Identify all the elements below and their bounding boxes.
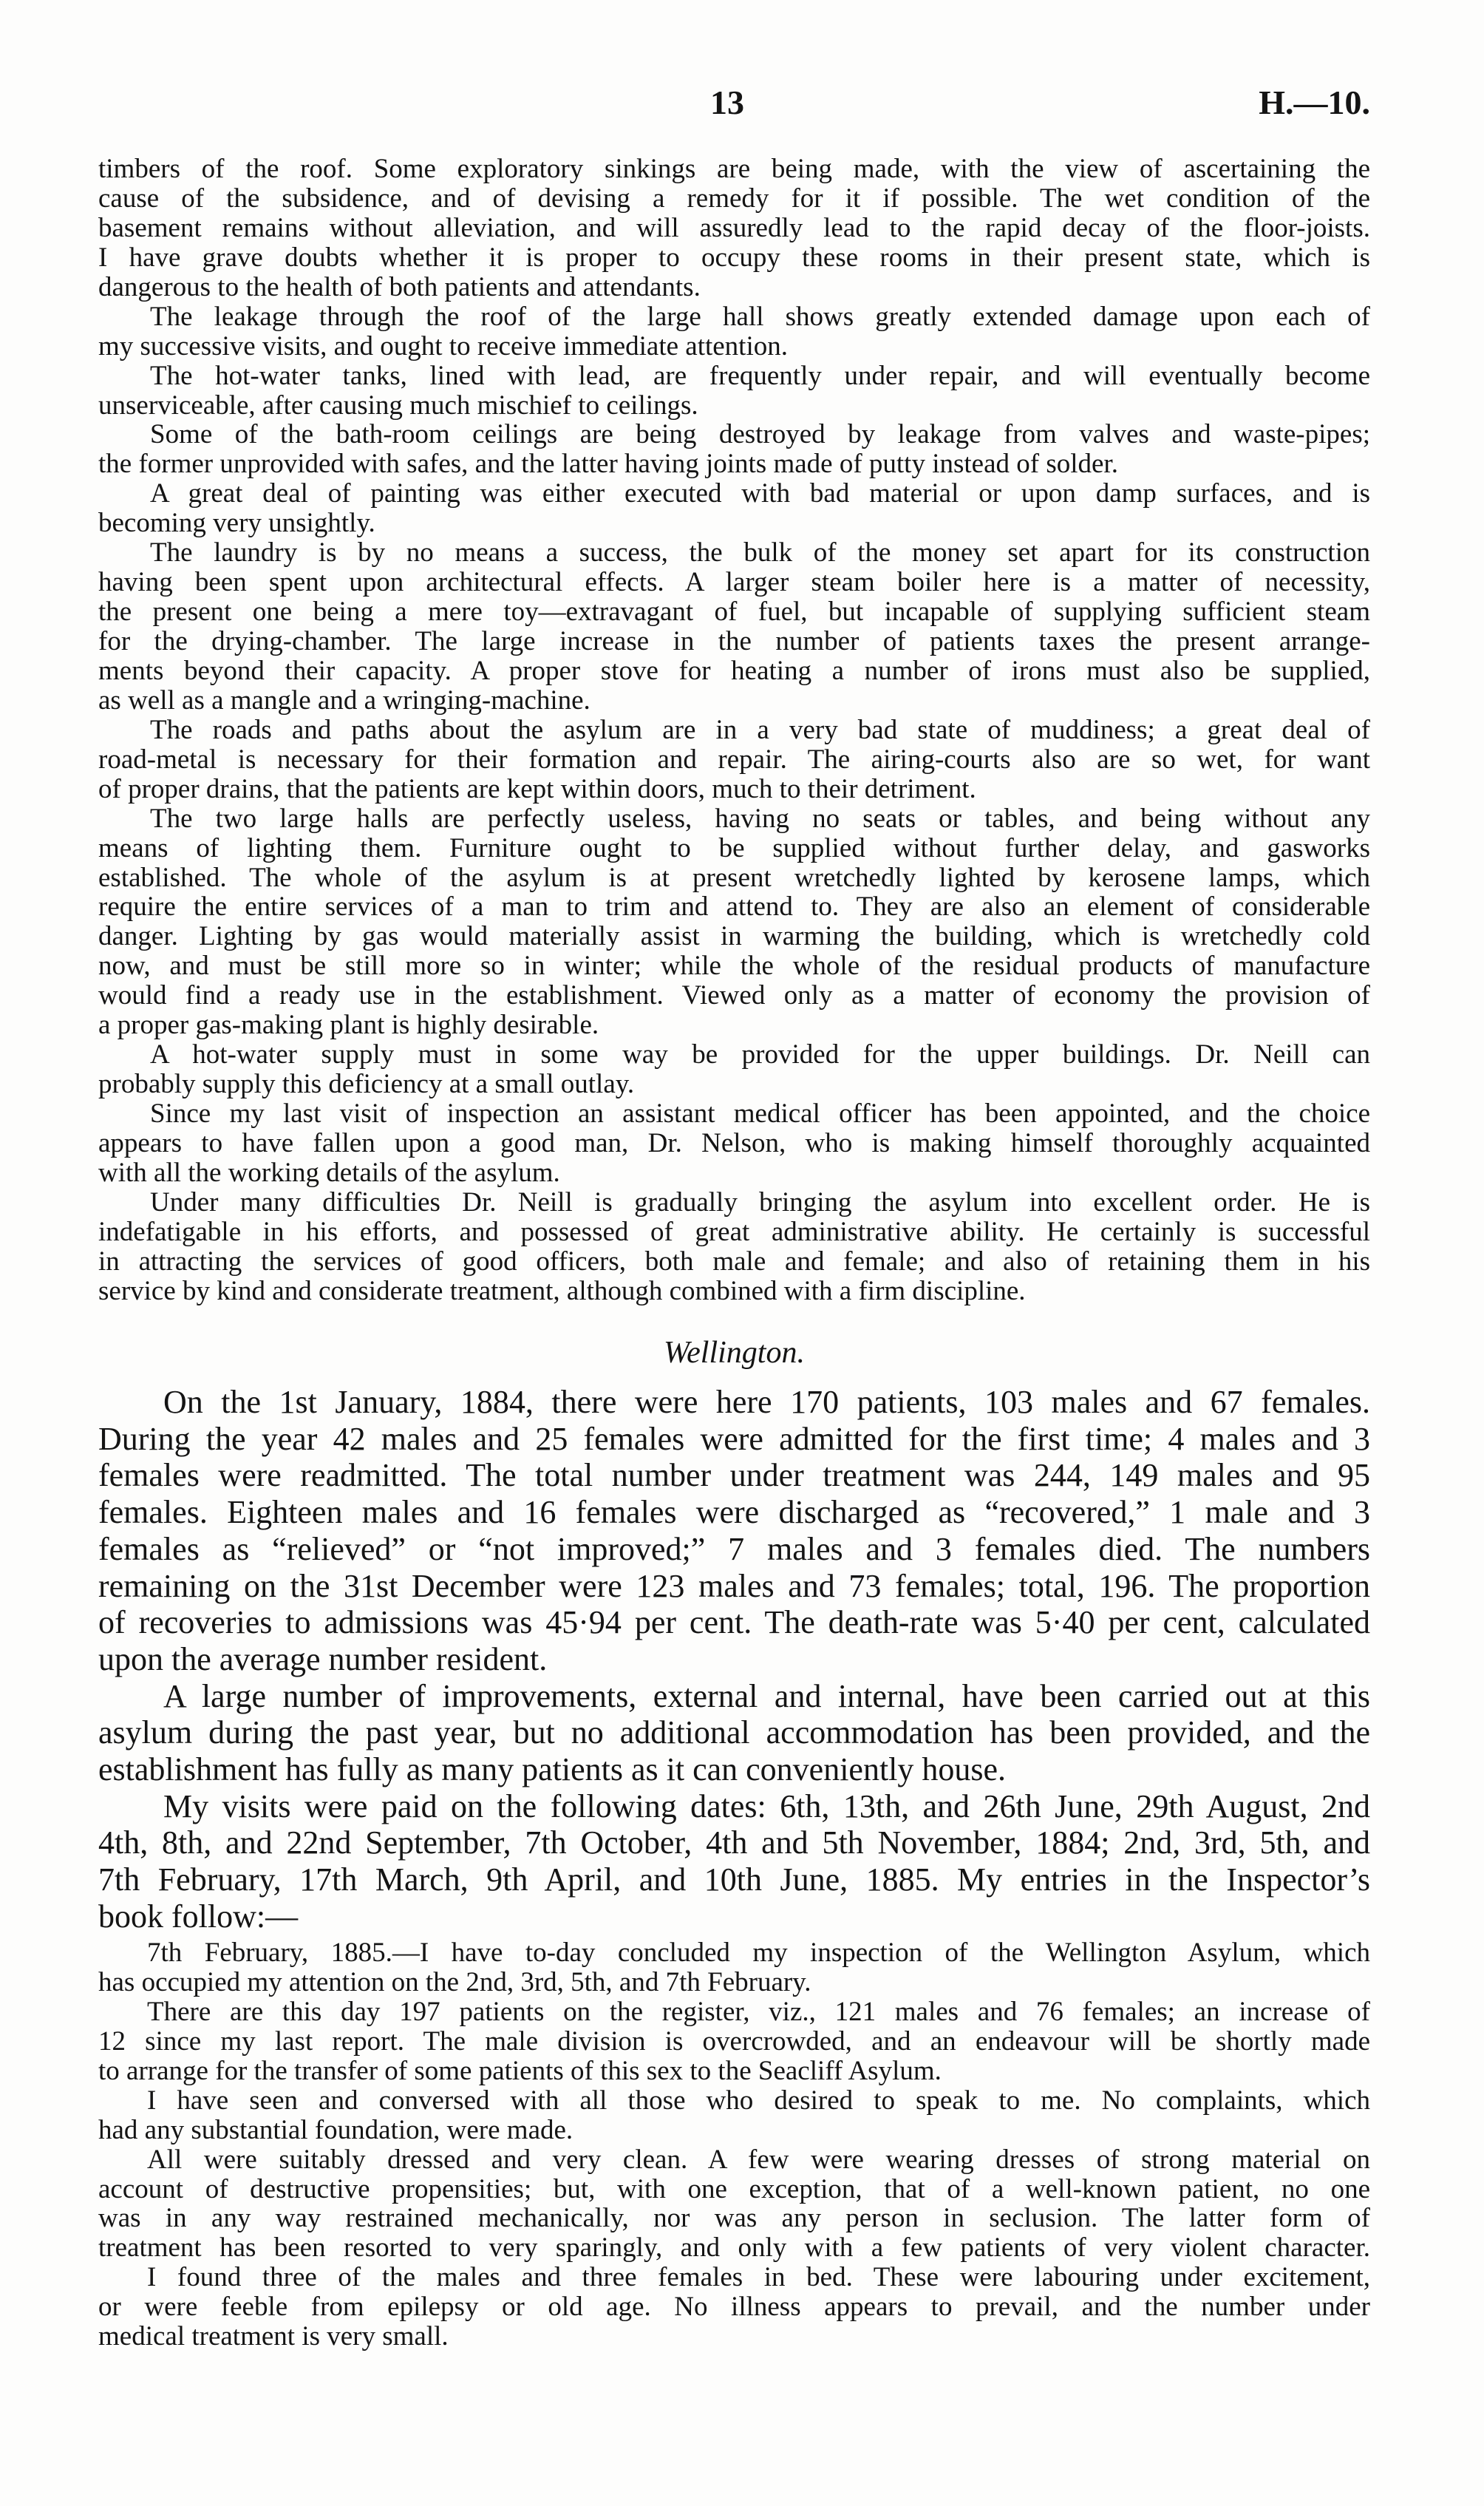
text-line: I have seen and conversed with all those who desired to speak to me. No complaints, which <box>147 2085 1370 2116</box>
paragraph <box>98 1938 1370 1997</box>
text-line: or were feeble from epilepsy or old age. No illness appears to prevail, and the number under <box>98 2292 1370 2323</box>
text-line: asylum during the past year, but no additional accommodation has been provided, and the <box>98 1714 1370 1751</box>
text-line: becoming very unsightly. <box>98 508 375 539</box>
page-number: 13 <box>710 84 744 121</box>
text-line: 7th February, 1885.—I have to-day concluded my inspection of the Wellington Asylum, which <box>147 1938 1370 1968</box>
paragraph <box>98 1788 1370 1935</box>
text-line: The laundry is by no means a success, the bulk of the money set apart for its construction <box>150 537 1370 568</box>
text-line: 12 since my last report. The male division is overcrowded, and an endeavour will be shortly made <box>98 2025 1370 2057</box>
text-line: 7th February, 17th March, 9th April, and 10th June, 1885. My entries in the Inspector’s <box>98 1861 1370 1898</box>
paragraph <box>98 1384 1370 1678</box>
paragraph <box>98 479 1370 538</box>
text-line: establishment has fully as many patients as it can conveniently house. <box>98 1751 1007 1788</box>
text-line: Since my last visit of inspection an assistant medical officer has been appointed, and the choice <box>150 1099 1370 1129</box>
text-line: my successive visits, and ought to receive immediate attention. <box>98 330 788 361</box>
text-line: having been spent upon architectural effects. A larger steam boiler here is a matter of necessity, <box>98 567 1370 598</box>
text-line: require the entire services of a man to trim and attend to. They are also an element of considerable <box>98 892 1370 923</box>
text-line: A great deal of painting was either executed with bad material or upon damp surfaces, and is <box>150 478 1370 509</box>
text-line: timbers of the roof. Some exploratory sinkings are being made, with the view of ascertaining the <box>98 154 1370 184</box>
text-line: basement remains without alleviation, and will assuredly lead to the rapid decay of the floor-joists. <box>98 212 1370 243</box>
wellington-summary <box>98 1384 1370 1935</box>
paragraph <box>98 420 1370 479</box>
text-line: I have grave doubts whether it is proper to occupy these rooms in their present state, which is <box>98 242 1370 273</box>
text-line: danger. Lighting by gas would materially assist in warming the building, which is wretchedly cold <box>98 921 1370 952</box>
text-line: ments beyond their capacity. A proper stove for heating a number of irons must also be supplied, <box>98 655 1370 686</box>
text-line: remaining on the 31st December were 123 males and 73 females; total, 196. The proportion <box>98 1567 1370 1604</box>
text-line: book follow:— <box>98 1898 299 1935</box>
paragraph <box>98 1188 1370 1306</box>
text-line: road-metal is necessary for their formation and repair. The airing-courts also are so wet, for want <box>98 744 1370 775</box>
text-line: the former unprovided with safes, and the latter having joints made of putty instead of solder. <box>98 449 1118 480</box>
text-line: There are this day 197 patients on the register, viz., 121 males and 76 females; an increase of <box>147 1996 1370 2027</box>
paragraph <box>98 2263 1370 2352</box>
text-line: upon the average number resident. <box>98 1640 548 1677</box>
text-line: to arrange for the transfer of some patients of this sex to the Seacliff Asylum. <box>98 2055 942 2086</box>
text-line: with all the working details of the asylum. <box>98 1157 560 1188</box>
text-line: The hot-water tanks, lined with lead, are frequently under repair, and will eventually become <box>150 360 1370 391</box>
text-line: 4th, 8th, and 22nd September, 7th October, 4th and 5th November, 1884; 2nd, 3rd, 5th, and <box>98 1824 1370 1861</box>
text-line: During the year 42 males and 25 females were admitted for the first time; 4 males and 3 <box>98 1420 1370 1457</box>
text-line: A large number of improvements, external and internal, have been carried out at this <box>163 1677 1370 1714</box>
text-line: account of destructive propensities; but, with one exception, that of a well-known patient, no one <box>98 2173 1370 2204</box>
text-line: of proper drains, that the patients are kept within doors, much to their detriment. <box>98 773 976 804</box>
text-line: Some of the bath-room ceilings are being destroyed by leakage from valves and waste-pipes; <box>150 419 1370 450</box>
text-line: The roads and paths about the asylum are in a very bad state of muddiness; a great deal of <box>150 714 1370 745</box>
text-line: cause of the subsidence, and of devising a remedy for it if possible. The wet condition of the <box>98 183 1370 214</box>
text-line: unserviceable, after causing much mischief to ceilings. <box>98 390 698 421</box>
text-line: medical treatment is very small. <box>98 2321 449 2352</box>
text-line: probably supply this deficiency at a small outlay. <box>98 1069 635 1100</box>
text-line: now, and must be still more so in winter; while the whole of the residual products of manufacture <box>98 951 1370 982</box>
text-line: The leakage through the roof of the large hall shows greatly extended damage upon each of <box>150 301 1370 332</box>
text-line: as well as a mangle and a wringing-machine. <box>98 685 590 716</box>
paragraph <box>98 716 1370 804</box>
text-line: treatment has been resorted to very sparingly, and only with a few patients of very violent character. <box>98 2232 1370 2264</box>
paragraph <box>98 1099 1370 1188</box>
text-line: I found three of the males and three females in bed. These were labouring under excitement, <box>147 2262 1370 2293</box>
text-line: had any substantial foundation, were made. <box>98 2114 573 2145</box>
paragraph <box>98 1040 1370 1099</box>
paragraph <box>98 2086 1370 2145</box>
report-continued <box>98 154 1370 1306</box>
text-line: a proper gas-making plant is highly desirable. <box>98 1010 599 1041</box>
paragraph <box>98 154 1370 302</box>
text-line: females. Eighteen males and 16 females were discharged as “recovered,” 1 male and 3 <box>98 1494 1370 1531</box>
text-line: was in any way restrained mechanically, nor was any person in seclusion. The latter form of <box>98 2203 1370 2234</box>
paragraph <box>98 2145 1370 2264</box>
text-line: The two large halls are perfectly useless, having no seats or tables, and being without any <box>150 803 1370 834</box>
inspector-book-entry <box>98 1938 1370 2352</box>
text-line: of recoveries to admissions was 45·94 per cent. The death-rate was 5·40 per cent, calculated <box>98 1604 1370 1641</box>
text-line: the present one being a mere toy—extravagant of fuel, but incapable of supplying sufficient steam <box>98 597 1370 628</box>
document-reference: H.—10. <box>1259 84 1370 121</box>
paragraph <box>98 302 1370 361</box>
text-line: established. The whole of the asylum is at present wretchedly lighted by kerosene lamps, which <box>98 862 1370 893</box>
section-heading-wellington: Wellington. <box>664 1336 805 1370</box>
text-line: females were readmitted. The total number under treatment was 244, 149 males and 95 <box>98 1457 1370 1494</box>
text-line: in attracting the services of good officers, both male and female; and also of retaining them in his <box>98 1246 1370 1277</box>
text-line: Under many difficulties Dr. Neill is gradually bringing the asylum into excellent order. He is <box>150 1186 1370 1218</box>
paragraph <box>98 1997 1370 2086</box>
text-line: dangerous to the health of both patients and attendants. <box>98 271 701 302</box>
paragraph <box>98 1678 1370 1788</box>
text-line: My visits were paid on the following dates: 6th, 13th, and 26th June, 29th August, 2nd <box>163 1787 1370 1824</box>
paragraph <box>98 804 1370 1041</box>
text-line: means of lighting them. Furniture ought to be supplied without further delay, and gasworks <box>98 832 1370 863</box>
text-line: service by kind and considerate treatment, although combined with a firm discipline. <box>98 1275 1026 1306</box>
text-line: appears to have fallen upon a good man, Dr. Nelson, who is making himself thoroughly acquainted <box>98 1127 1370 1158</box>
text-line: females as “relieved” or “not improved;” 7 males and 3 females died. The numbers <box>98 1530 1370 1567</box>
text-line: for the drying-chamber. The large increase in the number of patients taxes the present arrange- <box>98 626 1370 656</box>
text-line: indefatigable in his efforts, and possessed of great administrative ability. He certainly is successful <box>98 1216 1370 1247</box>
paragraph <box>98 361 1370 421</box>
paragraph <box>98 538 1370 716</box>
text-line: On the 1st January, 1884, there were here 170 patients, 103 males and 67 females. <box>163 1384 1370 1420</box>
text-line: would find a ready use in the establishment. Viewed only as a matter of economy the provision of <box>98 980 1370 1011</box>
text-line: All were suitably dressed and very clean. A few were wearing dresses of strong material on <box>147 2144 1370 2175</box>
text-line: has occupied my attention on the 2nd, 3rd, 5th, and 7th February. <box>98 1966 811 1997</box>
text-line: A hot-water supply must in some way be provided for the upper buildings. Dr. Neill can <box>150 1039 1370 1070</box>
